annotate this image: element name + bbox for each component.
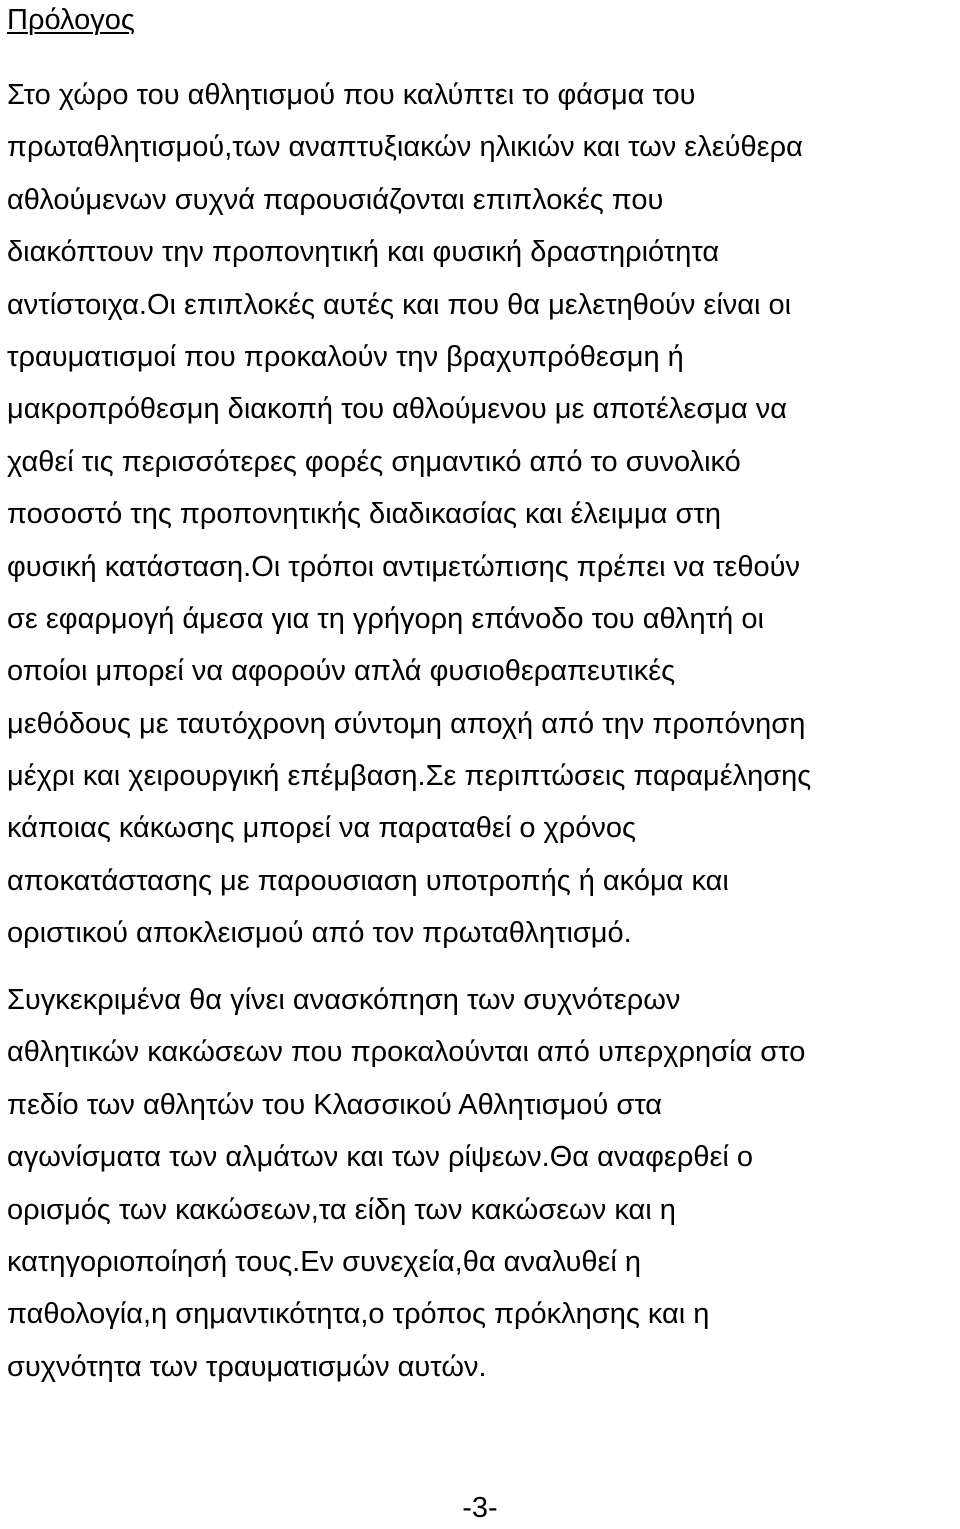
paragraph-line: κατηγοριοποίησή τους.Εν συνεχεία,θα αναλυθεί η <box>7 1245 642 1278</box>
paragraph-line: πρωταθλητισμού,των αναπτυξιακών ηλικιών και των ελεύθερα <box>7 131 803 164</box>
paragraph-line: τραυματισμοί που προκαλούν την βραχυπρόθεσμη ή <box>7 340 684 373</box>
paragraph-1 <box>7 69 811 960</box>
page-number: -3- <box>462 1492 498 1524</box>
paragraph-line: οριστικού αποκλεισμού από τον πρωταθλητισμό. <box>7 917 632 950</box>
paragraph-line: ορισμός των κακώσεων,τα είδη των κακώσεων και η <box>7 1193 676 1226</box>
paragraph-line: παθολογία,η σημαντικότητα,ο τρόπος πρόκλησης και η <box>7 1298 710 1331</box>
paragraph-line: αθλητικών κακώσεων που προκαλούνται από υπερχρησία στο <box>7 1036 806 1069</box>
paragraph-line: αντίστοιχα.Οι επιπλοκές αυτές και που θα μελετηθούν είναι οι <box>7 288 792 321</box>
paragraph-line: μακροπρόθεσμη διακοπή του αθλούμενου με αποτέλεσμα να <box>7 393 788 426</box>
paragraph-line: μεθόδους με ταυτόχρονη σύντομη αποχή από την προπόνηση <box>7 707 806 740</box>
paragraph-line: αγωνίσματα των αλμάτων και των ρίψεων.Θα αναφερθεί ο <box>7 1141 754 1174</box>
paragraph-line: χαθεί τις περισσότερες φορές σημαντικό από το συνολικό <box>7 445 741 478</box>
paragraph-line: Στο χώρο του αθλητισμού που καλύπτει το φάσμα του <box>7 79 696 111</box>
paragraph-line: πεδίο των αθλητών του Κλασσικού Αθλητισμού στα <box>7 1088 663 1121</box>
paragraph-line: σε εφαρμογή άμεσα για τη γρήγορη επάνοδο του αθλητή οι <box>7 602 764 635</box>
paragraph-2 <box>7 974 805 1393</box>
paragraph-line: οποίοι μπορεί να αφορούν απλά φυσιοθεραπευτικές <box>7 655 676 688</box>
paragraph-line: αθλούμενων συχνά παρουσιάζονται επιπλοκές που <box>7 183 664 216</box>
paragraph-line: διακόπτουν την προπονητική και φυσική δραστηριότητα <box>7 236 720 269</box>
paragraph-line: φυσική κατάσταση.Οι τρόποι αντιμετώπισης πρέπει να τεθούν <box>7 550 800 583</box>
paragraph-line: μέχρι και χειρουργική επέμβαση.Σε περιπτώσεις παραμέλησης <box>7 760 812 793</box>
paragraph-line: κάποιας κάκωσης μπορεί να παραταθεί ο χρόνος <box>7 812 636 845</box>
paragraph-line: Συγκεκριμένα θα γίνει ανασκόπηση των συχνότερων <box>7 984 681 1016</box>
paragraph-line: ποσοστό της προπονητικής διαδικασίας και έλειμμα στη <box>7 498 721 531</box>
document-title: Πρόλογος <box>7 4 135 36</box>
paragraph-line: συχνότητα των τραυματισμών αυτών. <box>7 1350 487 1383</box>
paragraph-line: αποκατάστασης με παρουσιαση υποτροπής ή ακόμα και <box>7 864 729 897</box>
